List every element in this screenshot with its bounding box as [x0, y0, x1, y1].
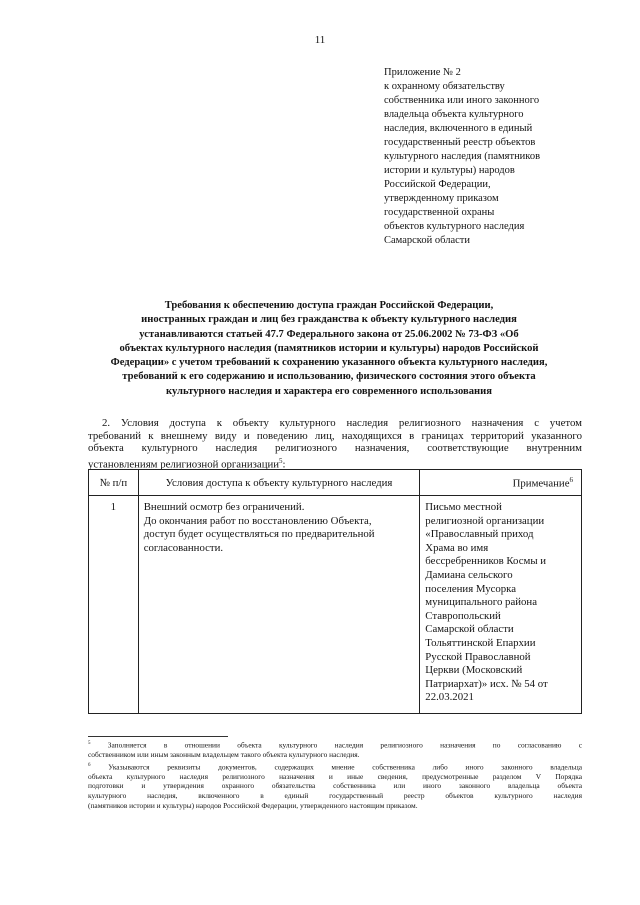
footnote-mark: 6	[88, 762, 91, 768]
note-line: 22.03.2021	[425, 691, 474, 704]
access-conditions-paragraph	[88, 417, 582, 471]
appendix-line: Российской Федерации,	[384, 179, 491, 190]
footnotes	[88, 739, 582, 810]
footnote-line	[88, 761, 582, 772]
paragraph-line-text: установлениям религиозной организации	[88, 458, 280, 471]
note-line: Дамиана сельского	[425, 568, 513, 581]
footnote-6	[88, 761, 582, 810]
note-line: муниципального района	[425, 596, 537, 609]
note-line: религиозной организации	[425, 514, 545, 527]
title-line: иностранных граждан и лиц без гражданства к объекту культурного наследия	[141, 314, 517, 326]
page-number: 11	[314, 34, 326, 46]
appendix-line: владельца объекта культурного	[384, 109, 524, 120]
paragraph-line: объекта культурного наследия религиозного назначения, соответствующие внутренним	[88, 442, 582, 454]
paragraph-line: требований к внешнему виду и поведению лиц, находящихся в границах территорий указанного	[88, 429, 582, 442]
note-line: Патриархат)» исх. № 54 от	[425, 677, 548, 690]
title-line: устанавливаются статьей 47.7 Федерального закона от 25.06.2002 № 73-ФЗ «Об	[139, 328, 519, 340]
note-line: бессребренников Космы и	[425, 555, 547, 568]
header-condition: Условия доступа к объекту культурного наследия	[138, 470, 420, 496]
title-line: Федерации» с учетом требований к сохранению указанного объекта культурного наследия,	[110, 357, 548, 369]
appendix-line: государственной охраны	[384, 207, 495, 218]
footnote-5	[88, 739, 582, 760]
note-line: «Православный приход	[425, 528, 534, 541]
note-line: Тольяттинской Епархии	[425, 636, 536, 649]
footnote-text: Указываются реквизиты документов, содержащих мнение собственника либо иного законного владельца	[108, 762, 582, 772]
footnote-ref-6: 6	[569, 475, 573, 484]
table-header-row	[89, 470, 582, 496]
title-line: объектах культурного наследия (памятников истории и культуры) народов Российской	[119, 342, 539, 354]
condition-line: доступ будет осуществляться по предварительной	[143, 528, 375, 541]
header-num: № п/п	[89, 470, 139, 496]
condition-line: Внешний осмотр без ограничений.	[143, 501, 305, 513]
footnote-mark: 5	[88, 741, 91, 746]
appendix-line: наследия, включенного в единый	[384, 123, 533, 134]
row-num: 1	[89, 496, 139, 714]
appendix-line: объектов культурного наследия	[384, 221, 525, 232]
requirements-title	[90, 299, 568, 399]
footnote-line: собственником или иным законным владельцем такого объекта культурного наследия.	[88, 750, 360, 760]
appendix-header	[384, 66, 610, 248]
appendix-line: Самарской области	[384, 235, 470, 246]
title-line: культурного наследия и характера его современного использования	[166, 385, 492, 397]
row-condition	[138, 496, 420, 714]
appendix-line: Приложение № 2	[384, 67, 461, 78]
appendix-line: к охранному обязательству	[384, 81, 505, 92]
note-line: Ставропольский	[425, 609, 501, 622]
title-line: Требования к обеспечению доступа граждан Российской Федерации,	[164, 300, 494, 311]
footnote-line: культурного наследия, включенного в единый государственный реестр объектов культурного наследия	[88, 790, 582, 800]
condition-line: согласованности.	[143, 541, 224, 554]
header-note	[420, 470, 582, 496]
paragraph-line-end: :	[282, 458, 286, 471]
footnote-divider	[88, 736, 228, 737]
footnote-line	[88, 739, 582, 750]
note-line: поселения Мусорка	[425, 582, 517, 595]
footnote-line: подготовки и утверждения охранного обязательства собственника или иного законного владельца объекта	[88, 781, 582, 791]
note-line: Русской Православной	[425, 650, 531, 663]
footnote-line: объекта культурного наследия религиозного назначения и иные сведения, предусмотренные разделом V Порядка	[88, 771, 582, 781]
appendix-line: государственный реестр объектов	[384, 137, 536, 148]
condition-line: До окончания работ по восстановлению Объекта,	[143, 514, 372, 527]
note-line: Самарской области	[425, 623, 514, 636]
title-line: требований к его содержанию и использованию, физического состояния этого объекта	[122, 371, 536, 383]
footnote-line: (памятников истории и культуры) народов Российской Федерации, утвержденного настоящим приказом.	[88, 800, 418, 810]
footnote-text: Заполняется в отношении объекта культурного наследия религиозного назначения по согласованию с	[107, 740, 582, 750]
paragraph-line: 2. Условия доступа к объекту культурного наследия религиозного назначения с учетом	[102, 417, 582, 429]
appendix-line: культурного наследия (памятников	[384, 151, 541, 162]
row-note	[420, 496, 582, 714]
note-line: Письмо местной	[425, 501, 502, 513]
appendix-line: утвержденному приказом	[384, 193, 499, 204]
access-conditions-table	[88, 469, 582, 714]
footnote-ref-5: 5	[279, 456, 283, 465]
note-line: Храма во имя	[425, 541, 489, 554]
header-note-text: Примечание	[512, 477, 570, 490]
note-line: Церкви (Московский	[425, 664, 523, 677]
appendix-line: собственника или иного законного	[384, 95, 540, 106]
appendix-line: истории и культуры) народов	[384, 165, 515, 176]
table-row	[89, 496, 582, 714]
